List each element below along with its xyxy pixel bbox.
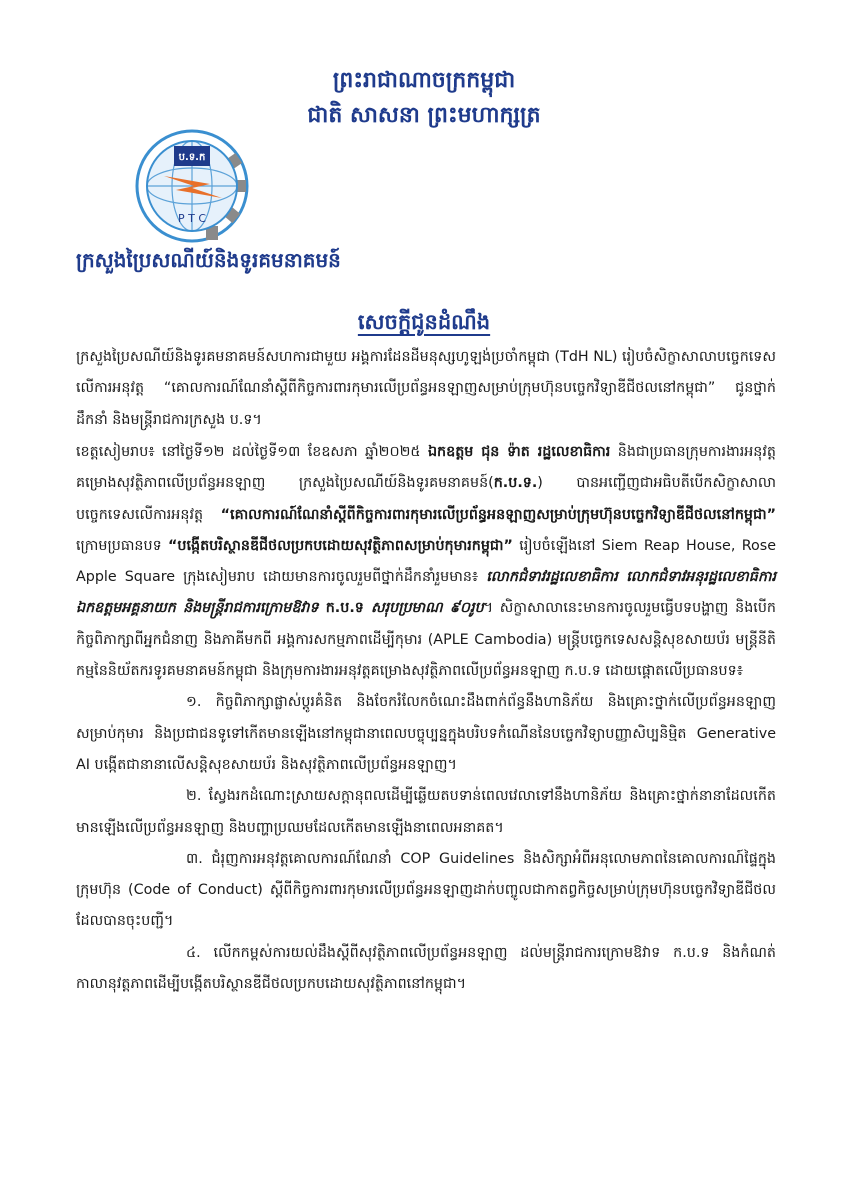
body-text: ខេត្តសៀមរាប៖ នៅថ្ងៃទី១២ ដល់ថ្ងៃទី១៣ ខែឧសភា ឆ្នាំ២០២៥ [76, 444, 428, 460]
ministry-abbr: ក.ប.ទ. [493, 475, 538, 492]
main-paragraph [76, 437, 776, 687]
ministry-name: ក្រសួងប្រៃសណីយ៍និងទូរគមនាគមន៍ [76, 248, 341, 272]
logo-text-top: ប.ទ.ក [178, 152, 206, 163]
theme-title: “បង្កើតបរិស្ថានឌីជីថលប្រកបដោយសុវត្ថិភាពសម្រាប់កុមារកម្ពុជា” [167, 537, 513, 554]
list-item: ១. កិច្ចពិភាក្សាផ្លាស់ប្ដូរគំនិត និងចែករំលែកចំណេះដឹងពាក់ព័ន្ធនឹងហានិភ័យ និងគ្រោះថ្នាក់លើប្រព័ន្ធអនឡាញសម្រាប់កុមារ និងប្រជាជនទូទៅកើតមានឡើងនៅកម្ពុជានាពេលបច្ចុប្បន្នក្នុងបរិបទកំណើននៃបច្ចេកវិទ្យាបញ្ញាសិប្បនិម្មិត Generative AI បង្កើតជានានាលើសន្តិសុខសាយប័រ និងសុវត្ថិភាពលើប្រព័ន្ធអនឡាញ។ [76, 694, 776, 773]
intro-text: ក្រសួងប្រៃសណីយ៍និងទូរគមនាគមន៍សហការជាមួយ អង្គការដែនដីមនុស្សហូឡង់ប្រចាំកម្ពុជា (TdH NL) រៀបចំសិក្ខាសាលាបច្ចេកទេសលើការអនុវត្ត “គោលការណ៍ណែនាំស្ដីពីកិច្ចការពារកុមារលើប្រព័ន្ធអនឡាញសម្រាប់ក្រុមហ៊ុនបច្ចេកវិទ្យាឌីជីថលនៅកម្ពុជា” ជូនថ្នាក់ដឹកនាំ និងមន្ត្រីរាជការក្រសួង ប.ទ។ [76, 349, 776, 428]
kingdom-heading: ព្រះរាជាណាចក្រកម្ពុជា [332, 68, 516, 93]
body-text: ។ សិក្ខាសាលានេះមានការចូលរួមធ្វើបទបង្ហាញ និងបើកកិច្ចពិភាក្សាពីអ្នកជំនាញ និងភាគីមកពី អង្គការសកម្មភាពដើម្បីកុមារ (APLE Cambodia) មន្ត្រីបច្ចេកទេសសន្តិសុខសាយប័រ មន្ត្រីនីតិកម្មនៃនិយ័តករទូរគមនាគមន៍កម្ពុជា និងក្រុមការងារអនុវត្តគម្រោងសុវត្ថិភាពលើប្រព័ន្ធអនឡាញ ក.ប.ទ ដោយផ្ដោតលើប្រធានបទ៖ [76, 600, 776, 680]
ministry-logo [134, 128, 250, 244]
participants: លោកជំទាវរដ្ឋលេខាធិការ លោកជំទាវអនុរដ្ឋលេខាធិការ ឯកឧត្តមអគ្គនាយក និងមន្ត្រីរាជការក្រោមឱវាទ [76, 569, 776, 617]
guideline-title: “គោលការណ៍ណែនាំស្ដីពីកិច្ចការពារកុមារលើប្រព័ន្ធអនឡាញសម្រាប់ក្រុមហ៊ុនបច្ចេកវិទ្យាឌីជីថលនៅកម្ពុជា” [220, 506, 776, 523]
title-text: សេចក្ដីជូនដំណឹង [357, 310, 491, 334]
body-text: ក្រោមប្រធានបទ [76, 537, 168, 554]
motto-heading: ជាតិ សាសនា ព្រះមហាក្សត្រ [307, 103, 541, 128]
body-text: រៀបចំឡើងនៅ Siem Reap House, Rose Apple Square ក្រុងសៀមរាប ដោយមានការចូលរួមពីថ្នាក់ដឹកនាំរួមមាន៖ [76, 537, 777, 586]
list-item: ២. ស្វែងរកដំណោះស្រាយសក្ដានុពលដើម្បីឆ្លើយតបទាន់ពេលវេលាទៅនឹងហានិភ័យ និងគ្រោះថ្នាក់នានាដែលកើតមានឡើងលើប្រព័ន្ធអនឡាញ និងបញ្ហាប្រឈមដែលកើតមានឡើងនាពេលអនាគត។ [76, 788, 776, 836]
chair-name: ឯកឧត្តម ជុន ទ៉ាត រដ្ឋលេខាធិការ [427, 444, 611, 460]
list-item: ៣. ជំរុញការអនុវត្តគោលការណ៍ណែនាំ COP Guidelines និងសិក្សាអំពីអនុលោមភាពនៃគោលការណ៍ផ្ទៃក្នុងក្រុមហ៊ុន (Code of Conduct) ស្ដីពីកិច្ចការពារកុមារលើប្រព័ន្ធអនឡាញដាក់បញ្ចូលជាកាតព្វកិច្ចសម្រាប់ក្រុមហ៊ុនបច្ចេកវិទ្យាឌីជីថល ដែលបានចុះបញ្ជី។ [76, 850, 776, 930]
body-text: ) បានអញ្ជើញជាអធិបតីបើកសិក្ខាសាលាបច្ចេកទេសលើការអនុវត្ត [76, 475, 776, 523]
list-item: ៤. លើកកម្ពស់ការយល់ដឹងស្ដីពីសុវត្ថិភាពលើប្រព័ន្ធអនឡាញ ដល់មន្ត្រីរាជការក្រោមឱវាទ ក.ប.ទ និងកំណត់កាលានុវត្តភាពដើម្បីបង្កើតបរិស្ថានឌីជីថលប្រកបដោយសុវត្ថិភាពនៅកម្ពុជា។ [76, 944, 776, 993]
body-section [76, 437, 776, 1000]
body-text: និងជាប្រធានក្រុមការងារអនុវត្តគម្រោងសុវត្ថិភាពលើប្រព័ន្ធអនឡាញ ក្រសួងប្រៃសណីយ៍និងទូរគមនាគមន៍( [76, 444, 776, 492]
ministry-abbr: ក.ប.ទ [325, 600, 364, 617]
intro-paragraph [76, 322, 776, 436]
participant-count: សរុបប្រមាណ ៩០រូប [363, 600, 484, 617]
logo-text-bottom: P T C [177, 212, 207, 225]
